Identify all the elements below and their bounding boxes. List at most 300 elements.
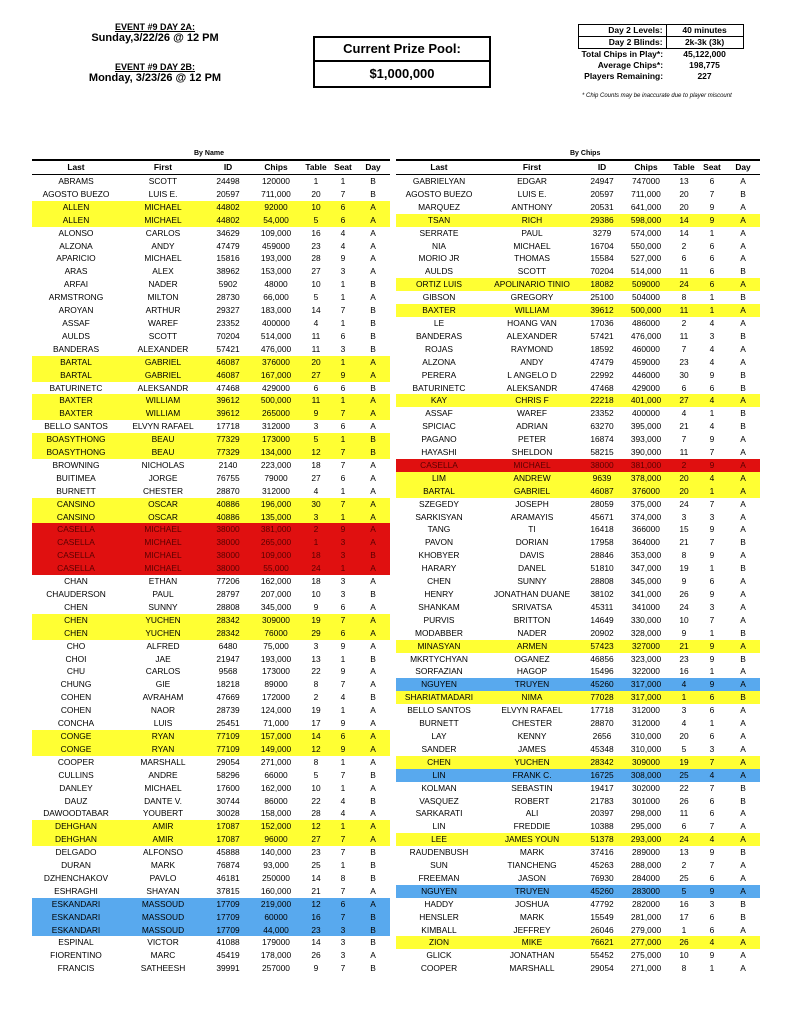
first-name-cell: MARK <box>519 847 545 858</box>
by-chips-heading: By Chips <box>570 150 601 157</box>
chips-cell: 347,000 <box>630 563 662 574</box>
chips-cell: 289000 <box>632 847 660 858</box>
first-name-cell: ANDRE <box>148 769 178 780</box>
chips-cell: 309000 <box>622 756 670 769</box>
day-cell: A <box>370 640 376 651</box>
table-cell: 27 <box>302 369 330 382</box>
day-cell: B <box>740 421 746 432</box>
table-cell: 23 <box>311 240 321 251</box>
chips-cell: 378,000 <box>622 472 670 485</box>
chips-cell: 460000 <box>632 343 660 354</box>
day-cell: B <box>356 433 390 446</box>
player-row <box>32 885 390 898</box>
id-cell: 16704 <box>590 240 614 251</box>
col-table: Table <box>302 160 330 175</box>
table-cell: 13 <box>679 176 689 186</box>
id-cell: 28808 <box>590 576 614 587</box>
first-name-cell: MASSOUD <box>120 924 206 937</box>
chips-cell: 400000 <box>262 317 290 328</box>
first-name-cell: TRUYEN <box>482 885 582 898</box>
day-cell: A <box>370 292 376 303</box>
table-cell: 12 <box>302 820 330 833</box>
first-name-cell: AMIR <box>120 833 206 846</box>
chips-cell: 327000 <box>622 640 670 653</box>
player-row <box>32 833 390 846</box>
chips-cell: 504000 <box>632 292 660 303</box>
first-name-cell: CHESTER <box>511 718 553 729</box>
chips-cell: 341,000 <box>630 589 662 599</box>
last-name-cell: CHO <box>66 640 86 651</box>
col-last: Last <box>32 160 120 175</box>
day-cell: A <box>740 240 746 251</box>
table-cell: 24 <box>679 498 689 509</box>
first-name-cell: MICHAEL <box>120 562 206 575</box>
first-name-cell: VICTOR <box>147 937 179 948</box>
first-name-cell: HOANG VAN <box>507 317 557 328</box>
table-cell: 5 <box>670 885 698 898</box>
first-name-cell: MICHAEL <box>144 782 182 793</box>
last-name-cell: SANDER <box>421 743 457 754</box>
last-name-cell: PERERA <box>421 369 457 380</box>
seat-cell: 7 <box>698 756 726 769</box>
first-name-cell: NADER <box>517 627 547 638</box>
first-name-cell: EDGAR <box>517 176 547 186</box>
last-name-cell: VASQUEZ <box>419 795 459 806</box>
id-cell: 30744 <box>216 795 240 806</box>
id-cell: 58296 <box>216 769 240 780</box>
last-name-cell: ALZONA <box>59 240 93 251</box>
seat-cell: 9 <box>340 640 346 651</box>
day-cell: B <box>740 408 746 419</box>
first-name-cell: MARC <box>150 950 176 961</box>
player-row <box>32 291 390 304</box>
table-cell: 4 <box>670 678 698 691</box>
summary-row <box>579 49 744 61</box>
player-row <box>32 588 390 601</box>
chips-cell: 295,000 <box>630 821 662 832</box>
last-name-cell: LAY <box>431 730 447 741</box>
table-cell: 8 <box>681 550 687 561</box>
last-name-cell: CHAN <box>64 576 88 587</box>
id-cell: 29327 <box>216 305 240 316</box>
last-name-cell: SARKARATI <box>415 808 463 819</box>
player-row <box>396 330 760 343</box>
chips-cell: 401,000 <box>622 394 670 407</box>
id-cell: 15496 <box>590 666 614 677</box>
table-cell: 11 <box>679 808 689 819</box>
last-name-cell: LIN <box>396 769 482 782</box>
last-name-cell: CASELLA <box>32 562 120 575</box>
table-cell: 14 <box>311 872 321 883</box>
id-cell: 39991 <box>216 963 240 974</box>
seat-cell: 3 <box>709 601 715 612</box>
day-cell: A <box>740 718 746 729</box>
last-name-cell: CHAUDERSON <box>46 589 106 599</box>
id-cell: 37416 <box>590 847 614 858</box>
player-row <box>32 872 390 885</box>
last-name-cell: CULLINS <box>58 769 94 780</box>
id-cell: 40886 <box>206 511 250 524</box>
player-row <box>396 356 760 369</box>
id-cell: 20531 <box>590 201 614 212</box>
day-cell: B <box>370 589 376 599</box>
table-cell: 19 <box>311 705 321 716</box>
last-name-cell: MINASYAN <box>396 640 482 653</box>
player-row <box>32 382 390 395</box>
day-cell: A <box>370 756 376 767</box>
seat-cell: 1 <box>698 485 726 498</box>
id-cell: 29386 <box>582 214 622 227</box>
table-cell: 11 <box>679 447 689 458</box>
last-name-cell: HAYASHI <box>421 447 457 458</box>
first-name-cell: MICHAEL <box>120 523 206 536</box>
day-cell: A <box>740 498 746 509</box>
player-row <box>32 575 390 588</box>
seat-cell: 7 <box>340 769 346 780</box>
day-cell: B <box>370 343 376 354</box>
chips-cell: 75,000 <box>263 640 289 651</box>
player-row <box>32 730 390 743</box>
day-cell: A <box>370 485 376 496</box>
table-cell: 2 <box>681 860 687 871</box>
last-name-cell: FRANCIS <box>57 963 95 974</box>
last-name-cell: DURAN <box>61 860 91 871</box>
id-cell: 18218 <box>216 679 240 690</box>
chips-cell: 76000 <box>250 627 302 640</box>
seat-cell: 4 <box>698 769 726 782</box>
chips-cell: 79000 <box>264 472 288 483</box>
seat-cell: 3 <box>330 549 356 562</box>
chips-cell: 353,000 <box>630 550 662 561</box>
chips-cell: 193,000 <box>260 653 292 664</box>
seat-cell: 3 <box>709 330 715 341</box>
header-row <box>396 160 760 175</box>
day-cell: A <box>370 705 376 716</box>
last-name-cell: HENRY <box>424 589 454 599</box>
chips-cell: 574,000 <box>630 227 662 238</box>
chips-cell: 160,000 <box>260 885 292 896</box>
first-name-cell: SEBASTIN <box>511 782 553 793</box>
last-name-cell: ARFAI <box>63 279 89 290</box>
day-cell: A <box>356 730 390 743</box>
table-cell: 17 <box>679 911 689 922</box>
player-row <box>396 459 760 472</box>
day-cell: A <box>740 253 746 264</box>
last-name-cell: COHEN <box>60 705 92 716</box>
first-name-cell: WILLIAM <box>482 304 582 317</box>
seat-cell: 9 <box>330 523 356 536</box>
player-row <box>396 188 760 201</box>
seat-cell: 4 <box>709 356 715 367</box>
last-name-cell: MARQUEZ <box>418 201 460 212</box>
table-cell: 1 <box>681 924 687 935</box>
first-name-cell: ALI <box>525 808 539 819</box>
seat-cell: 4 <box>698 833 726 846</box>
player-row <box>32 665 390 678</box>
player-row <box>396 446 760 459</box>
day-cell: A <box>356 833 390 846</box>
last-name-cell: SHARIATMADARI <box>396 691 482 704</box>
player-row <box>32 717 390 730</box>
player-row <box>32 704 390 717</box>
day-cell: B <box>740 795 746 806</box>
id-cell: 45263 <box>590 860 614 871</box>
seat-cell: 1 <box>709 563 715 574</box>
last-name-cell: BELLO SANTOS <box>407 705 471 716</box>
day-cell: A <box>356 627 390 640</box>
table-cell: 2 <box>313 692 319 703</box>
table-cell: 17 <box>311 718 321 729</box>
id-cell: 44802 <box>206 201 250 214</box>
day-cell: A <box>740 589 746 599</box>
seat-cell: 3 <box>330 924 356 937</box>
table-cell: 6 <box>681 253 687 264</box>
chips-cell: 500,000 <box>250 394 302 407</box>
day-cell: B <box>740 847 746 858</box>
day-cell: A <box>740 227 746 238</box>
seat-cell: 6 <box>709 266 715 277</box>
day-cell: A <box>740 201 746 212</box>
seat-cell: 9 <box>340 253 346 264</box>
first-name-cell: ALEKSANDR <box>506 382 558 393</box>
table-cell: 14 <box>302 730 330 743</box>
last-name-cell: GLICK <box>426 950 452 961</box>
first-name-cell: MICHAEL <box>482 459 582 472</box>
first-name-cell: YOUBERT <box>142 808 184 819</box>
last-name-cell: ROJAS <box>425 343 453 354</box>
day-cell: A <box>356 407 390 420</box>
first-name-cell: NAOR <box>150 705 176 716</box>
id-cell: 18592 <box>590 343 614 354</box>
chip-count-note: * Chip Counts may be inaccurate due to player miscount <box>582 93 732 99</box>
last-name-cell: BOASYTHONG <box>32 446 120 459</box>
seat-cell: 9 <box>698 459 726 472</box>
table-cell: 28 <box>311 808 321 819</box>
day-cell: B <box>740 911 746 922</box>
first-name-cell: MASSOUD <box>120 898 206 911</box>
chips-cell: 341000 <box>632 601 660 612</box>
seat-cell: 6 <box>709 705 715 716</box>
id-cell: 17087 <box>206 820 250 833</box>
player-row <box>32 511 390 524</box>
table-cell: 13 <box>679 847 689 858</box>
col-id: ID <box>582 160 622 175</box>
id-cell: 15816 <box>216 253 240 264</box>
seat-cell: 9 <box>709 434 715 445</box>
table-cell: 10 <box>679 950 689 961</box>
day-cell: B <box>740 563 746 574</box>
last-name-cell: PAVON <box>424 537 454 548</box>
table-cell: 27 <box>311 472 321 483</box>
last-name-cell: BARTAL <box>32 369 120 382</box>
table-cell: 13 <box>311 653 321 664</box>
chips-cell: 298,000 <box>630 808 662 819</box>
id-cell: 9639 <box>582 472 622 485</box>
first-name-cell: MILTON <box>147 292 179 303</box>
seat-cell: 7 <box>330 911 356 924</box>
seat-cell: 7 <box>709 498 715 509</box>
seat-cell: 1 <box>340 653 346 664</box>
id-cell: 58215 <box>590 447 614 458</box>
last-name-cell: KAY <box>396 394 482 407</box>
table-cell: 21 <box>311 885 321 896</box>
last-name-cell: CASELLA <box>396 459 482 472</box>
last-name-cell: DEHGHAN <box>32 833 120 846</box>
id-cell: 28808 <box>216 601 240 612</box>
id-cell: 77109 <box>206 743 250 756</box>
id-cell: 22992 <box>590 369 614 380</box>
table-cell: 7 <box>681 434 687 445</box>
id-cell: 57421 <box>216 343 240 354</box>
summary-key: Players Remaining: <box>584 71 664 81</box>
player-row <box>396 588 760 601</box>
seat-cell: 1 <box>709 666 715 677</box>
day-cell: A <box>740 808 746 819</box>
first-name-cell: MARSHALL <box>509 963 555 974</box>
chips-cell: 345,000 <box>260 601 292 612</box>
table-cell: 21 <box>670 640 698 653</box>
last-name-cell: NGUYEN <box>396 678 482 691</box>
table-cell: 25 <box>311 860 321 871</box>
table-cell: 23 <box>302 924 330 937</box>
chips-cell: 429000 <box>262 382 290 393</box>
chips-cell: 395,000 <box>630 421 662 432</box>
chips-cell: 167,000 <box>250 369 302 382</box>
player-row <box>396 240 760 253</box>
seat-cell: 7 <box>330 407 356 420</box>
summary-key: Average Chips*: <box>597 60 664 70</box>
player-row <box>32 936 390 949</box>
first-name-cell: APOLINARIO TINIO <box>482 278 582 291</box>
table-cell: 22 <box>679 782 689 793</box>
seat-cell: 6 <box>709 240 715 251</box>
summary-row <box>579 25 744 37</box>
seat-cell: 7 <box>340 305 346 316</box>
chips-cell: 173000 <box>250 433 302 446</box>
id-cell: 77329 <box>206 446 250 459</box>
day-cell: A <box>370 266 376 277</box>
player-row <box>396 859 760 872</box>
first-name-cell: ALEX <box>152 266 174 277</box>
player-row <box>396 536 760 549</box>
player-row <box>396 394 760 407</box>
id-cell: 38000 <box>582 459 622 472</box>
seat-cell: 3 <box>340 576 346 587</box>
day-cell: B <box>370 188 376 199</box>
day-cell: A <box>356 536 390 549</box>
table-cell: 25 <box>670 769 698 782</box>
id-cell: 5902 <box>218 279 238 290</box>
chips-cell: 366000 <box>632 524 660 535</box>
id-cell: 46856 <box>590 653 614 664</box>
last-name-cell: BUITIMEA <box>56 472 96 483</box>
seat-cell: 7 <box>330 833 356 846</box>
seat-cell: 9 <box>698 640 726 653</box>
last-name-cell: GABRIELYAN <box>412 176 466 186</box>
seat-cell: 1 <box>340 317 346 328</box>
seat-cell: 9 <box>709 524 715 535</box>
player-row <box>396 369 760 382</box>
event-day2b-date: Monday, 3/23/26 @ 12 PM <box>88 72 222 84</box>
last-name-cell: SERRATE <box>419 227 459 238</box>
player-row <box>396 523 760 536</box>
last-name-cell: BATURINETC <box>412 382 466 393</box>
chips-cell: 265,000 <box>250 536 302 549</box>
seat-cell: 3 <box>340 343 346 354</box>
player-row <box>32 562 390 575</box>
player-row <box>396 678 760 691</box>
prize-pool-title: Current Prize Pool: <box>313 36 491 62</box>
seat-cell: 6 <box>709 730 715 741</box>
id-cell: 17709 <box>206 898 250 911</box>
last-name-cell: COOPER <box>420 963 458 974</box>
day-cell: B <box>370 937 376 948</box>
seat-cell: 4 <box>340 240 346 251</box>
table-cell: 1 <box>313 176 319 186</box>
seat-cell: 3 <box>340 589 346 599</box>
last-name-cell: CASELLA <box>32 536 120 549</box>
chips-cell: 140,000 <box>260 847 292 858</box>
id-cell: 46181 <box>216 872 240 883</box>
first-name-cell: NIMA <box>482 691 582 704</box>
first-name-cell: YUCHEN <box>120 614 206 627</box>
player-row <box>32 820 390 833</box>
chips-cell: 179000 <box>262 937 290 948</box>
first-name-cell: FREDDIE <box>513 821 551 832</box>
day-cell: A <box>726 304 760 317</box>
player-row <box>396 485 760 498</box>
chips-cell: 183,000 <box>260 305 292 316</box>
col-first: First <box>482 160 582 175</box>
last-name-cell: BOASYTHONG <box>32 433 120 446</box>
day-cell: A <box>740 601 746 612</box>
day-cell: A <box>356 743 390 756</box>
seat-cell: 1 <box>330 394 356 407</box>
chips-cell: 55,000 <box>250 562 302 575</box>
last-name-cell: BAXTER <box>32 407 120 420</box>
seat-cell: 6 <box>709 911 715 922</box>
chips-cell: 312000 <box>632 705 660 716</box>
seat-cell: 1 <box>340 292 346 303</box>
table-cell: 30 <box>302 498 330 511</box>
last-name-cell: DELGADO <box>55 847 97 858</box>
table-cell: 11 <box>679 330 689 341</box>
id-cell: 19417 <box>590 782 614 793</box>
id-cell: 25100 <box>590 292 614 303</box>
day-cell: A <box>370 253 376 264</box>
chips-cell: 207,000 <box>260 589 292 599</box>
day-cell: A <box>356 498 390 511</box>
first-name-cell: HAGOP <box>516 666 548 677</box>
chips-cell: 550,000 <box>630 240 662 251</box>
first-name-cell: PAUL <box>521 227 543 238</box>
day-cell: A <box>740 343 746 354</box>
last-name-cell: SPICIAC <box>422 421 456 432</box>
player-row <box>396 949 760 962</box>
seat-cell: 6 <box>330 201 356 214</box>
seat-cell: 4 <box>698 936 726 949</box>
seat-cell: 1 <box>340 279 346 290</box>
first-name-cell: ARMEN <box>482 640 582 653</box>
last-name-cell: PAGANO <box>421 434 457 445</box>
player-row <box>32 898 390 911</box>
day-cell: A <box>370 240 376 251</box>
id-cell: 28059 <box>590 498 614 509</box>
seat-cell: 6 <box>709 924 715 935</box>
id-cell: 38000 <box>206 536 250 549</box>
day-cell: A <box>356 369 390 382</box>
id-cell: 57421 <box>590 330 614 341</box>
